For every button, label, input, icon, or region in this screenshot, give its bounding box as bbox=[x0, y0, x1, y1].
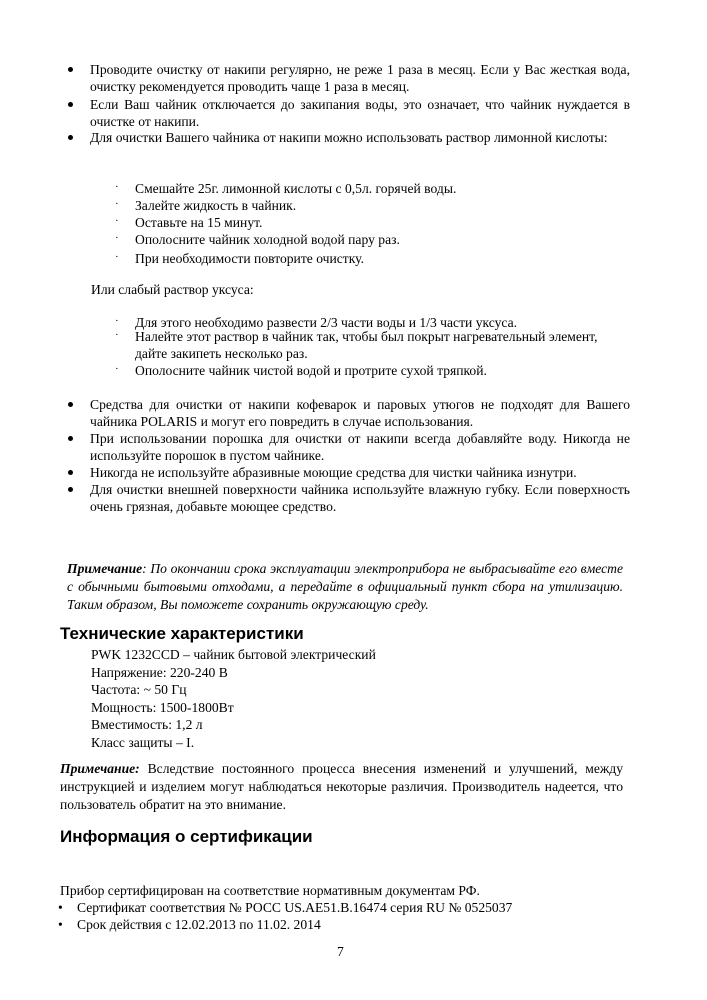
spec-line: Частота: ~ 50 Гц bbox=[91, 682, 187, 697]
spec-line: Мощность: 1500-1800Вт bbox=[91, 699, 234, 715]
bullet-icon: · bbox=[115, 232, 119, 244]
bullet-icon: · bbox=[115, 329, 119, 341]
citric-step: · Оставьте на 15 минут. bbox=[115, 215, 263, 230]
bullet-icon: · bbox=[115, 251, 119, 263]
changes-note bbox=[60, 760, 623, 814]
bullet-item: Средства для очистки от накипи кофеварок и паровых утюгов не подходят для Вашего чайника POLARIS и могут его повредить в случае использования. bbox=[90, 396, 630, 430]
spec-line: PWK 1232CCD – чайник бытовой электрический bbox=[91, 647, 376, 662]
vinegar-step: · Ополосните чайник чистой водой и протрите сухой тряпкой. bbox=[115, 363, 487, 378]
bullet-item: Если Ваш чайник отключается до закипания воды, это означает, что чайник нуждается в очистке от накипи. bbox=[90, 96, 630, 130]
bullet-icon: · bbox=[115, 181, 119, 193]
vinegar-intro: Или слабый раствор уксуса: bbox=[91, 282, 254, 297]
citric-step: · При необходимости повторите очистку. bbox=[115, 251, 364, 266]
disposal-note bbox=[67, 560, 623, 614]
bullet-icon bbox=[68, 436, 73, 441]
bullet-item: Никогда не используйте абразивные моющие средства для чистки чайника изнутри. bbox=[90, 464, 630, 481]
bullet-icon bbox=[68, 402, 73, 407]
bullet-icon: · bbox=[115, 215, 119, 227]
bullet-icon: · bbox=[115, 315, 119, 327]
bullet-icon: · bbox=[115, 198, 119, 210]
bullet-icon: · bbox=[115, 363, 119, 375]
bullet-icon bbox=[68, 470, 73, 475]
note-text: : По окончании срока эксплуатации электроприбора не выбрасывайте его вместе с обычными бытовыми отходами, а передайте в официальный пункт сбора на утилизацию. Таким образом, Вы поможете сохранить окружающую среду. bbox=[67, 561, 623, 612]
page-number: 7 bbox=[337, 944, 344, 959]
citric-step: · Залейте жидкость в чайник. bbox=[115, 198, 297, 213]
bullet-icon bbox=[68, 102, 73, 107]
bullet-icon bbox=[68, 487, 73, 492]
spec-line: Напряжение: 220-240 В bbox=[91, 664, 228, 680]
spec-line: Вместимость: 1,2 л bbox=[91, 717, 203, 732]
certification-item: • Срок действия с 12.02.2013 по 11.02. 2014 bbox=[58, 917, 321, 932]
bullet-item: Проводите очистку от накипи регулярно, не реже 1 раза в месяц. Если у Вас жесткая вода, очистку рекомендуется проводить чаще 1 раза в месяц. bbox=[90, 61, 630, 95]
certification-heading: Информация о сертификации bbox=[60, 827, 313, 846]
vinegar-step: · Налейте этот раствор в чайник так, чтобы был покрыт нагревательный элемент, дайте закипеть несколько раз. bbox=[115, 329, 598, 361]
spec-line: Класс защиты – I. bbox=[91, 734, 195, 750]
specs-heading: Технические характеристики bbox=[60, 624, 304, 643]
bullet-icon bbox=[68, 135, 73, 140]
specs-list bbox=[91, 646, 376, 751]
note-label: Примечание: bbox=[60, 761, 140, 776]
certification-intro: Прибор сертифицирован на соответствие нормативным документам РФ. bbox=[60, 883, 480, 898]
bullet-icon bbox=[68, 67, 73, 72]
citric-step: · Ополосните чайник холодной водой пару раз. bbox=[115, 232, 400, 247]
bullet-icon: • bbox=[58, 917, 63, 932]
citric-step: · Смешайте 25г. лимонной кислоты с 0,5л. горячей воды. bbox=[115, 181, 457, 196]
bullet-item: При использовании порошка для очистки от накипи всегда добавляйте воду. Никогда не используйте порошок в пустом чайнике. bbox=[90, 430, 630, 464]
bullet-item: Для очистки внешней поверхности чайника используйте влажную губку. Если поверхность очень грязная, добавьте моющее средство. bbox=[90, 481, 630, 515]
bullet-item: Для очистки Вашего чайника от накипи можно использовать раствор лимонной кислоты: bbox=[90, 129, 630, 146]
bullet-icon: • bbox=[58, 900, 63, 915]
note-label: Примечание bbox=[67, 561, 143, 576]
vinegar-step: · Для этого необходимо развести 2/3 части воды и 1/3 части уксуса. bbox=[115, 315, 518, 330]
certification-item: • Сертификат соответствия № РОСС US.AE51.B.16474 серия RU № 0525037 bbox=[58, 900, 513, 915]
note-text: Вследствие постоянного процесса внесения изменений и улучшений, между инструкцией и изделием могут наблюдаться некоторые различия. Производитель надеется, что пользователь обратит на это внимание. bbox=[60, 761, 623, 812]
